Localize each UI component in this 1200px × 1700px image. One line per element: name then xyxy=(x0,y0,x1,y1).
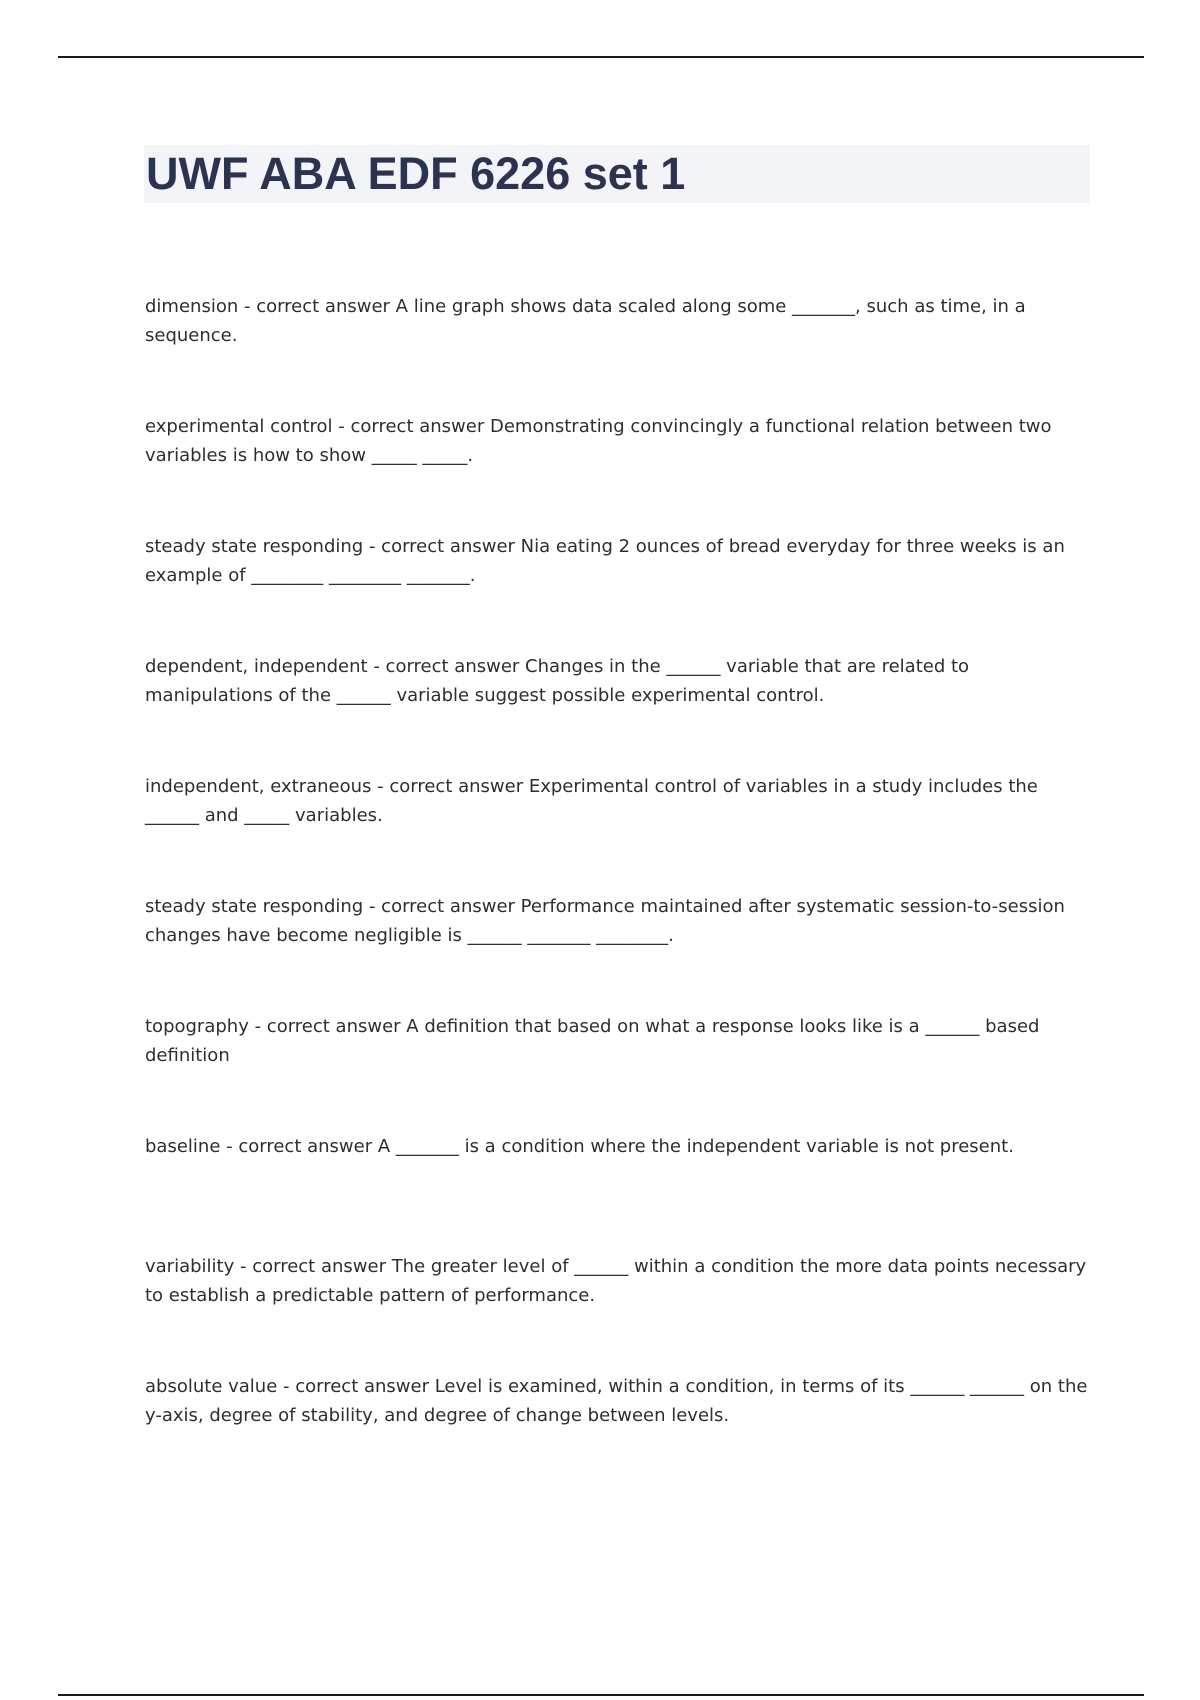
flashcard xyxy=(145,1012,1090,1070)
flashcard xyxy=(145,652,1090,710)
flashcard-list xyxy=(145,292,1090,1492)
card-question: Nia eating 2 ounces of bread everyday for three weeks is an example of ________ ________ _______. xyxy=(145,536,1065,586)
card-separator: - correct answer xyxy=(332,416,490,437)
flashcard xyxy=(145,532,1090,590)
card-question: Demonstrating convincingly a functional relation between two variables is how to show _____ _____. xyxy=(145,416,1052,466)
top-rule xyxy=(58,56,1144,58)
card-question: Performance maintained after systematic session-to-session changes have become negligible is ______ _______ ________. xyxy=(145,896,1065,946)
card-question: Experimental control of variables in a study includes the ______ and _____ variables. xyxy=(145,776,1038,826)
card-separator: - correct answer xyxy=(363,536,521,557)
card-question: A line graph shows data scaled along some _______, such as time, in a sequence. xyxy=(145,296,1026,346)
card-question: Level is examined, within a condition, in terms of its ______ ______ on the y-axis, degree of stability, and degree of change between levels. xyxy=(145,1376,1088,1426)
card-term: dependent, independent xyxy=(145,656,368,677)
card-question: A definition that based on what a response looks like is a ______ based definition xyxy=(145,1016,1040,1066)
card-term: steady state responding xyxy=(145,536,364,557)
card-term: absolute value xyxy=(145,1376,278,1397)
card-question: The greater level of ______ within a condition the more data points necessary to establish a predictable pattern of performance. xyxy=(145,1256,1087,1306)
card-separator: - correct answer xyxy=(234,1256,392,1277)
card-question: A _______ is a condition where the independent variable is not present. xyxy=(377,1136,1014,1157)
page-title: UWF ABA EDF 6226 set 1 xyxy=(146,148,686,199)
card-separator: - correct answer xyxy=(363,896,521,917)
card-term: variability xyxy=(145,1256,235,1277)
bottom-rule xyxy=(58,1694,1144,1696)
flashcard xyxy=(145,1372,1090,1430)
card-term: dimension xyxy=(145,296,239,317)
card-separator: - correct answer xyxy=(367,656,526,677)
card-separator: - correct answer xyxy=(220,1136,378,1157)
card-question: Changes in the ______ variable that are related to manipulations of the ______ variable suggest possible experimental control. xyxy=(145,656,970,706)
card-separator: - correct answer xyxy=(248,1016,407,1037)
flashcard xyxy=(145,772,1090,830)
flashcard xyxy=(145,892,1090,950)
card-separator: - correct answer xyxy=(238,296,396,317)
card-term: baseline xyxy=(145,1136,221,1157)
card-term: steady state responding xyxy=(145,896,364,917)
flashcard xyxy=(145,1132,1090,1190)
card-separator: - correct answer xyxy=(277,1376,435,1397)
flashcard xyxy=(145,412,1090,470)
flashcard xyxy=(145,1252,1090,1310)
card-term: independent, extraneous xyxy=(145,776,372,797)
card-separator: - correct answer xyxy=(371,776,529,797)
card-term: experimental control xyxy=(145,416,333,437)
card-term: topography xyxy=(145,1016,249,1037)
flashcard xyxy=(145,292,1090,350)
